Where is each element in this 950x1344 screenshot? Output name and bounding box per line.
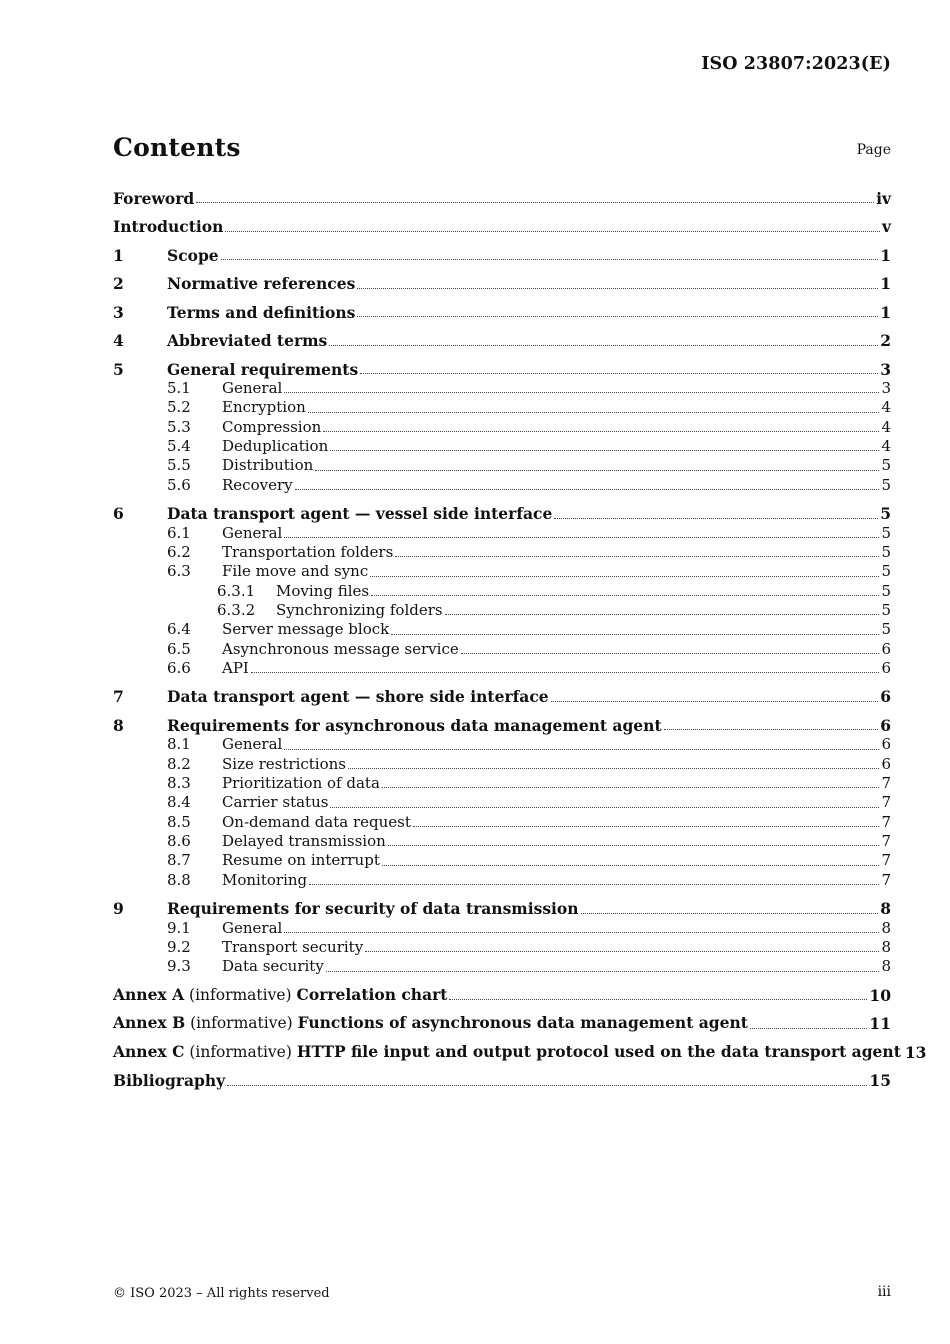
dot-leader xyxy=(284,537,879,538)
dot-leader xyxy=(382,787,880,788)
toc-entry-page: v xyxy=(881,217,891,237)
toc-entry[interactable] xyxy=(113,562,891,581)
toc-entry[interactable] xyxy=(113,398,891,417)
dot-leader xyxy=(365,951,879,952)
toc-entry[interactable] xyxy=(113,957,891,976)
toc-entry-number: 6 xyxy=(113,504,124,524)
annex-note: (informative) xyxy=(185,1014,298,1033)
toc-entry-page: 8 xyxy=(881,937,891,956)
toc-entry-number: 5.4 xyxy=(167,437,191,456)
dot-leader xyxy=(664,729,879,730)
toc-entry-title xyxy=(113,985,447,1005)
toc-entry[interactable] xyxy=(113,678,891,707)
toc-entry-title: Size restrictions xyxy=(222,754,346,773)
toc-entry-page: 6 xyxy=(880,687,891,707)
toc-entry-page: 4 xyxy=(881,417,891,436)
annex-title: Functions of asynchronous data management agent xyxy=(297,1013,748,1033)
toc-entry-page: 5 xyxy=(881,562,891,581)
toc-entry[interactable] xyxy=(113,1005,891,1034)
toc-entry-number: 5 xyxy=(113,359,124,379)
page-column-label: Page xyxy=(856,142,891,158)
toc-entry-page: 6 xyxy=(880,715,891,735)
toc-entry-number: 4 xyxy=(113,331,124,351)
toc-entry-number: 1 xyxy=(113,245,124,265)
toc-entry-page: 8 xyxy=(881,957,891,976)
toc-entry[interactable] xyxy=(113,418,891,437)
dot-leader xyxy=(251,672,880,673)
dot-leader xyxy=(227,1085,867,1086)
toc-entry-number: 5.5 xyxy=(167,456,191,475)
toc-entry-title: Foreword xyxy=(113,188,195,208)
toc-entry-number: 6.6 xyxy=(167,658,191,677)
toc-entry-title: Data transport agent — shore side interface xyxy=(167,687,549,707)
toc-entry-page: 5 xyxy=(881,542,891,561)
toc-entry-number: 9.1 xyxy=(167,918,191,937)
toc-entry-page: 8 xyxy=(880,899,891,919)
toc-entry-page: 5 xyxy=(881,600,891,619)
toc-entry-title: Prioritization of data xyxy=(222,774,380,792)
toc-entry-title: Normative references xyxy=(167,274,356,294)
toc-entry[interactable] xyxy=(113,495,891,524)
toc-entry-number: 7 xyxy=(113,687,124,707)
toc-entry-title: Compression xyxy=(222,417,322,436)
toc-entry[interactable] xyxy=(113,294,891,323)
toc-entry[interactable] xyxy=(113,620,891,639)
toc-entry-title xyxy=(113,1042,901,1062)
dot-leader xyxy=(284,392,879,393)
toc-entry-title: General requirements xyxy=(167,359,359,379)
annex-note: (informative) xyxy=(184,985,297,1004)
dot-leader xyxy=(551,701,879,702)
toc-entry[interactable] xyxy=(113,813,891,832)
dot-leader xyxy=(581,913,879,914)
toc-entry-number: 8.5 xyxy=(167,812,191,831)
toc-entry-page: 1 xyxy=(880,245,891,265)
toc-entry-page: 1 xyxy=(880,274,891,294)
toc-entry-page: 4 xyxy=(881,398,891,417)
annex-title: HTTP file input and output protocol used on the data transport agent xyxy=(296,1041,901,1061)
dot-leader xyxy=(225,231,880,232)
toc-entry-number: 9 xyxy=(113,899,124,919)
toc-entry-title: Resume on interrupt xyxy=(222,851,380,870)
toc-entry[interactable] xyxy=(113,265,891,294)
toc-entry[interactable] xyxy=(113,851,891,870)
toc-entry-title: Distribution xyxy=(222,456,314,475)
dot-leader xyxy=(196,202,874,203)
toc-entry[interactable] xyxy=(113,1062,891,1091)
annex-label: Annex B xyxy=(113,1013,186,1033)
dot-leader xyxy=(370,576,879,577)
toc-entry-title: Carrier status xyxy=(222,793,329,812)
dot-leader xyxy=(329,345,878,346)
toc-entry-title: Terms and definitions xyxy=(167,302,356,322)
toc-entry-number: 6.2 xyxy=(167,542,191,561)
toc-entry-page: 3 xyxy=(881,379,891,397)
toc-entry[interactable] xyxy=(113,871,891,890)
toc-entry-page: 15 xyxy=(869,1071,891,1091)
dot-leader xyxy=(326,971,880,972)
toc-entry[interactable] xyxy=(113,582,891,601)
toc-entry-title: Requirements for asynchronous data management agent xyxy=(167,715,662,735)
toc-entry-number: 5.1 xyxy=(167,379,191,397)
toc-entry-number: 5.2 xyxy=(167,398,191,417)
toc-entry[interactable] xyxy=(113,184,891,208)
toc-entry-page: 6 xyxy=(881,639,891,658)
toc-entry-page: 6 xyxy=(881,658,891,677)
toc-entry-title xyxy=(113,1013,748,1033)
footer-copyright: © ISO 2023 – All rights reserved xyxy=(113,1286,330,1301)
toc-entry-number: 6.3 xyxy=(167,562,191,581)
toc-entry-number: 5.6 xyxy=(167,475,191,494)
toc-entry[interactable] xyxy=(113,237,891,266)
toc-entry-number: 9.2 xyxy=(167,937,191,956)
toc-entry-title: Monitoring xyxy=(222,870,308,889)
toc-entry-title: Server message block xyxy=(222,620,390,639)
toc-entry-page: 5 xyxy=(881,581,891,600)
dot-leader xyxy=(308,412,880,413)
toc-entry-number: 6.1 xyxy=(167,523,191,542)
toc-entry[interactable] xyxy=(113,793,891,812)
toc-entry-page: 7 xyxy=(881,793,891,812)
toc-entry-page: 7 xyxy=(881,812,891,831)
dot-leader xyxy=(284,749,879,750)
toc-entry[interactable] xyxy=(113,938,891,957)
toc-entry[interactable] xyxy=(113,1034,927,1063)
toc-entry-page: 7 xyxy=(881,851,891,870)
toc-entry-page: 5 xyxy=(881,523,891,542)
toc-entry[interactable] xyxy=(113,919,891,938)
dot-leader xyxy=(449,999,867,1000)
toc-entry[interactable] xyxy=(113,977,891,1006)
toc-entry-title: Delayed transmission xyxy=(222,832,386,851)
toc-entry-title: File move and sync xyxy=(222,562,369,581)
toc-entry-page: 7 xyxy=(881,774,891,792)
dot-leader xyxy=(750,1028,867,1029)
dot-leader xyxy=(221,259,879,260)
dot-leader xyxy=(360,373,878,374)
dot-leader xyxy=(323,431,879,432)
toc-entry-number: 8.2 xyxy=(167,754,191,773)
toc-entry-number: 8.6 xyxy=(167,832,191,851)
toc-entry-page: 5 xyxy=(880,504,891,524)
toc-entry-number: 8.4 xyxy=(167,793,191,812)
toc-entry-title: General xyxy=(222,735,283,754)
contents-title: Contents xyxy=(113,133,241,162)
document-code: ISO 23807:2023(E) xyxy=(701,54,891,74)
toc-entry-number: 3 xyxy=(113,302,124,322)
toc-entry-title: Recovery xyxy=(222,475,293,494)
toc-entry-title: Transportation folders xyxy=(222,542,394,561)
toc-entry-page: 6 xyxy=(881,754,891,773)
annex-title: Correlation chart xyxy=(296,984,448,1004)
dot-leader xyxy=(382,865,880,866)
toc-entry-number: 5.3 xyxy=(167,417,191,436)
dot-leader xyxy=(348,768,879,769)
dot-leader xyxy=(554,518,878,519)
toc-entry[interactable] xyxy=(113,735,891,754)
toc-entry-title: Deduplication xyxy=(222,437,329,456)
toc-entry-title: Abbreviated terms xyxy=(167,331,328,351)
dot-leader xyxy=(445,614,880,615)
toc-entry-number: 8.1 xyxy=(167,735,191,754)
annex-note: (informative) xyxy=(184,1042,297,1061)
toc-entry-page: 7 xyxy=(881,832,891,851)
toc-entry-title: Data security xyxy=(222,957,324,976)
toc-entry-number: 8 xyxy=(113,715,124,735)
toc-entry-title: General xyxy=(222,523,283,542)
toc-entry-page: 6 xyxy=(881,735,891,754)
toc-entry[interactable] xyxy=(113,351,891,380)
dot-leader xyxy=(295,489,880,490)
toc-entry-title: Requirements for security of data transmission xyxy=(167,899,579,919)
toc-entry-title: Bibliography xyxy=(113,1071,226,1091)
toc-entry-number: 2 xyxy=(113,274,124,294)
toc-entry-page: 2 xyxy=(880,331,891,351)
toc-entry[interactable] xyxy=(113,456,891,475)
toc-entry-page: 3 xyxy=(880,359,891,379)
toc-entry-number: 6.4 xyxy=(167,620,191,639)
toc-entry[interactable] xyxy=(113,890,891,919)
toc-entry[interactable] xyxy=(113,832,891,851)
toc-entry[interactable] xyxy=(113,640,891,659)
annex-label: Annex A xyxy=(113,984,185,1004)
dot-leader xyxy=(388,845,880,846)
toc-entry-page: 11 xyxy=(869,1014,891,1034)
dot-leader xyxy=(461,653,880,654)
dot-leader xyxy=(309,884,879,885)
toc-entry-page: 7 xyxy=(881,870,891,889)
dot-leader xyxy=(371,595,879,596)
toc-entry-title: On-demand data request xyxy=(222,812,411,831)
toc-entry[interactable] xyxy=(113,774,891,793)
dot-leader xyxy=(395,556,879,557)
toc-entry[interactable] xyxy=(113,379,891,398)
toc-entry-number: 9.3 xyxy=(167,957,191,976)
dot-leader xyxy=(391,634,879,635)
toc-entry-page: 5 xyxy=(881,475,891,494)
toc-entry-title: API xyxy=(222,658,249,677)
dot-leader xyxy=(315,470,879,471)
toc-entry-title: General xyxy=(222,918,283,937)
dot-leader xyxy=(357,288,878,289)
toc-entry[interactable] xyxy=(113,543,891,562)
toc-entry-title: Moving files xyxy=(276,581,370,600)
toc-entry[interactable] xyxy=(113,601,891,620)
dot-leader xyxy=(330,807,879,808)
toc-entry[interactable] xyxy=(113,707,891,736)
dot-leader xyxy=(284,932,879,933)
toc-entry-title: Asynchronous message service xyxy=(222,639,459,658)
toc-entry-page: 4 xyxy=(881,437,891,456)
toc-entry[interactable] xyxy=(113,659,891,678)
toc-entry-number: 8.3 xyxy=(167,774,191,792)
toc-entry-title: Data transport agent — vessel side interface xyxy=(167,504,553,524)
toc-entry-page: 13 xyxy=(904,1042,927,1062)
table-of-contents xyxy=(113,184,927,1091)
toc-entry-page: iv xyxy=(876,188,891,208)
dot-leader xyxy=(330,450,879,451)
toc-entry-page: 5 xyxy=(881,456,891,475)
toc-entry-page: 1 xyxy=(880,302,891,322)
toc-entry-number: 8.7 xyxy=(167,851,191,870)
toc-entry[interactable] xyxy=(113,208,891,237)
toc-entry[interactable] xyxy=(113,476,891,495)
toc-entry-title: General xyxy=(222,379,283,397)
dot-leader xyxy=(357,316,878,317)
toc-entry-title: Encryption xyxy=(222,398,306,417)
toc-entry-number: 6.5 xyxy=(167,639,191,658)
toc-entry-number: 6.3.1 xyxy=(217,581,256,600)
toc-entry[interactable] xyxy=(113,322,891,351)
toc-entry-number: 6.3.2 xyxy=(217,600,256,619)
annex-label: Annex C xyxy=(113,1041,185,1061)
toc-entry-page: 8 xyxy=(881,918,891,937)
toc-entry-title: Scope xyxy=(167,245,219,265)
dot-leader xyxy=(413,826,880,827)
toc-entry-page: 10 xyxy=(869,985,891,1005)
toc-entry-number: 8.8 xyxy=(167,870,191,889)
toc-entry-title: Transport security xyxy=(222,937,364,956)
footer-page-number: iii xyxy=(877,1284,891,1300)
toc-entry-title: Synchronizing folders xyxy=(276,600,443,619)
toc-entry[interactable] xyxy=(113,755,891,774)
toc-entry-title: Introduction xyxy=(113,217,224,237)
toc-entry[interactable] xyxy=(113,524,891,543)
toc-entry-page: 5 xyxy=(881,620,891,639)
toc-entry[interactable] xyxy=(113,437,891,456)
